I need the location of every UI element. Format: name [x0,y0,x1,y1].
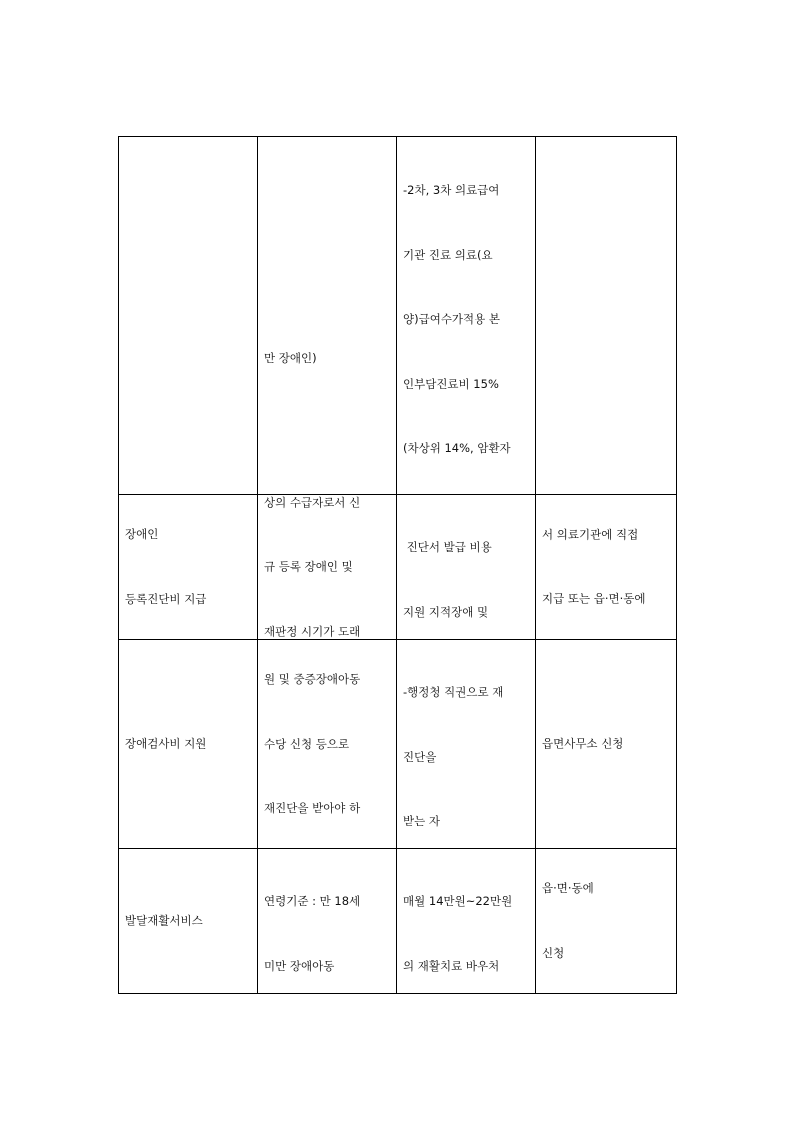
support-content-cell [397,640,536,848]
eligibility-cell [258,640,397,848]
program-name-cell [119,640,258,848]
application-method-cell [536,849,676,993]
support-line: 받는 자 [403,814,440,828]
support-line: 지원 지적장애 및 [403,604,489,619]
eligibility-line: 수당 신청 등으로 [264,736,350,751]
support-line: -행정청 직권으로 재 [403,685,504,699]
support-line: 양)급여수가적용 본 [403,312,501,326]
support-line: 기관 진료 의료(요 [403,247,493,262]
eligibility-line: 만 장애인) [264,351,317,365]
eligibility-line: 상의 수급자로서 신 [264,495,361,509]
program-name-line: 장애인 [125,527,159,541]
application-method-cell [536,495,676,639]
support-line: 매월 14만원~22만원 [403,894,513,908]
program-name-line: 등록진단비 지급 [125,591,207,606]
table-row [119,495,676,640]
application-method-cell [536,137,676,494]
eligibility-line: 재진단을 받아야 하 [264,800,361,815]
eligibility-cell [258,849,397,993]
program-name-line: 발달재활서비스 [125,913,203,928]
program-name-cell [119,495,258,639]
support-line: 진단서 발급 비용 [403,540,492,554]
benefits-table [118,136,677,994]
support-line: -2차, 3차 의료급여 [403,183,500,197]
support-line: 인부담진료비 15% [403,376,499,391]
application-line: 읍·면·동에 [542,881,594,895]
eligibility-line: 재판정 시기가 도래 [264,623,361,638]
table-row [119,137,676,495]
table-row [119,849,676,993]
support-line: 의 재활치료 바우처 [403,958,500,973]
support-content-cell [397,849,536,993]
program-name-cell [119,849,258,993]
support-content-cell [397,137,536,494]
support-line: 진단을 [403,749,437,764]
eligibility-cell [258,495,397,639]
eligibility-cell [258,137,397,494]
application-line: 지급 또는 읍·면·동에 [542,591,646,606]
program-name-cell [119,137,258,494]
support-content-cell [397,495,536,639]
application-method-cell [536,640,676,848]
application-line: 신청 [542,945,565,960]
eligibility-line: 연령기준 : 만 18세 [264,894,361,908]
application-line: 읍면사무소 신청 [542,736,624,751]
program-name-line: 장애검사비 지원 [125,736,207,751]
eligibility-line: 규 등록 장애인 및 [264,559,353,574]
support-line: (차상위 14%, 암환자 [403,441,511,455]
eligibility-line: 원 및 중증장애아동 [264,671,361,686]
application-line: 서 의료기관에 직접 [542,527,639,541]
table-row [119,640,676,849]
eligibility-line: 미만 장애아동 [264,958,335,973]
